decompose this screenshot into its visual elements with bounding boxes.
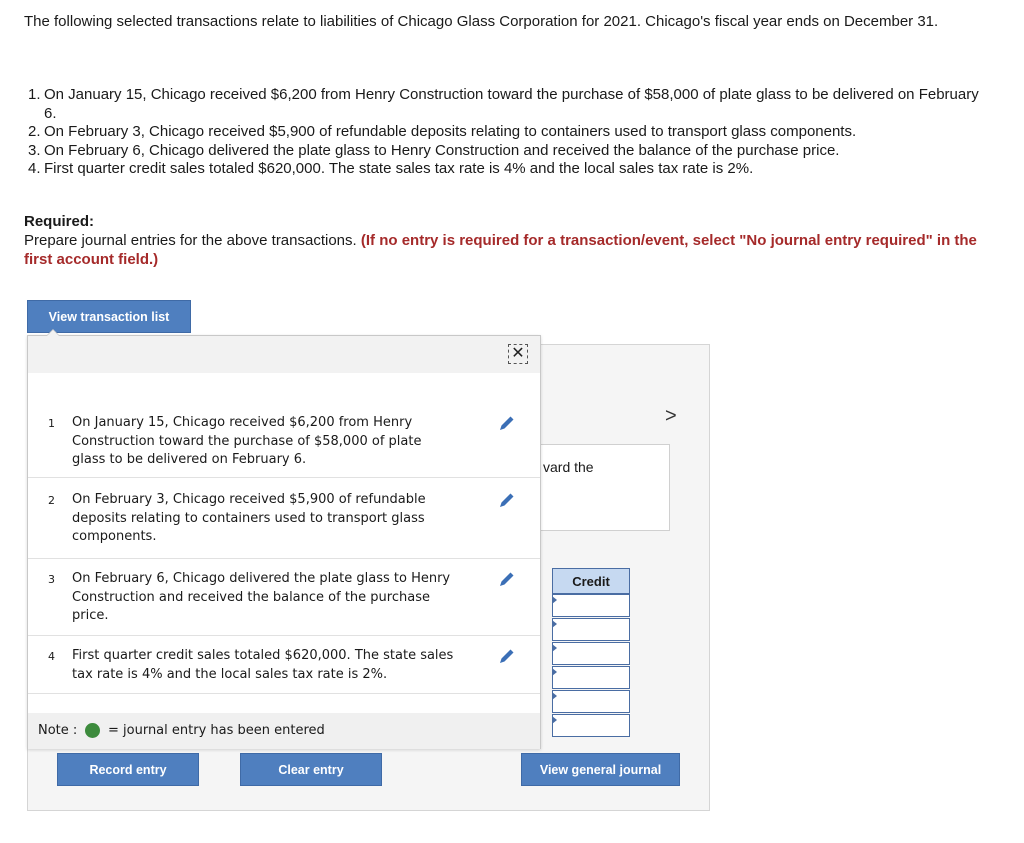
list-item: [28, 160, 988, 179]
row-marker-icon: [552, 644, 557, 652]
next-arrow-icon[interactable]: >: [665, 405, 677, 427]
credit-column-header: Credit: [552, 568, 630, 594]
transaction-row[interactable]: [28, 558, 540, 636]
required-text: Prepare journal entries for the above transactions.: [24, 232, 357, 249]
entered-status-dot-icon: [85, 723, 100, 738]
transaction-number: 1: [48, 417, 55, 430]
item-text: First quarter credit sales totaled $620,000. The state sales tax rate is 4% and the local sales tax rate is 2%.: [44, 160, 754, 177]
transaction-list-popup: [27, 335, 541, 749]
required-note: (If no entry is required for a transaction/event, select "No journal entry required" in the first account field.): [24, 232, 977, 268]
item-number: 2.: [28, 123, 41, 140]
list-item: [28, 123, 988, 142]
record-entry-button[interactable]: Record entry: [57, 753, 199, 786]
row-marker-icon: [552, 668, 557, 676]
transaction-number: 4: [48, 650, 55, 663]
transaction-text: On February 6, Chicago delivered the plate glass to Henry Construction and received the balance of the purchase price.: [72, 571, 451, 623]
transaction-number: 2: [48, 494, 55, 507]
row-marker-icon: [552, 596, 557, 604]
credit-input[interactable]: [552, 714, 630, 737]
credit-input[interactable]: [552, 690, 630, 713]
transaction-list: [28, 86, 988, 179]
required-heading: Required:: [24, 213, 95, 230]
transaction-row[interactable]: [28, 373, 540, 478]
transaction-text: On February 3, Chicago received $5,900 of refundable deposits relating to containers used to transport glass components.: [72, 492, 426, 544]
transaction-row[interactable]: [28, 635, 540, 694]
credit-input[interactable]: [552, 642, 630, 665]
transaction-row[interactable]: [28, 477, 540, 559]
edit-pencil-icon[interactable]: [498, 414, 516, 432]
list-item: [28, 142, 988, 161]
view-transaction-list-button[interactable]: View transaction list: [27, 300, 191, 333]
popup-header: [28, 336, 540, 373]
note-text: = journal entry has been entered: [108, 723, 325, 738]
clear-entry-button[interactable]: Clear entry: [240, 753, 382, 786]
credit-input[interactable]: [552, 594, 630, 617]
required-instructions: [24, 232, 999, 269]
note-legend: [28, 713, 540, 749]
transaction-description-partial: vard the: [543, 459, 594, 475]
item-number: 3.: [28, 141, 41, 159]
row-marker-icon: [552, 620, 557, 628]
edit-pencil-icon[interactable]: [498, 570, 516, 588]
credit-input[interactable]: [552, 618, 630, 641]
row-marker-icon: [552, 692, 557, 700]
item-number: 1.: [28, 86, 41, 103]
transaction-text: First quarter credit sales totaled $620,000. The state sales tax rate is 4% and the local sales tax rate is 2%.: [72, 648, 454, 682]
item-number: 4.: [28, 160, 41, 177]
row-marker-icon: [552, 716, 557, 724]
item-text: On January 15, Chicago received $6,200 from Henry Construction toward the purchase of $58,000 of plate glass to be delivered on February 6.: [44, 86, 979, 122]
note-label: Note :: [38, 723, 78, 738]
item-text: On February 3, Chicago received $5,900 of refundable deposits relating to containers used to transport glass components.: [44, 123, 857, 140]
view-general-journal-button[interactable]: View general journal: [521, 753, 680, 786]
edit-pencil-icon[interactable]: [498, 491, 516, 509]
transaction-text: On January 15, Chicago received $6,200 from Henry Construction toward the purchase of $58,000 of plate glass to be delivered on February 6.: [72, 415, 422, 467]
item-text: On February 6, Chicago delivered the plate glass to Henry Construction and received the balance of the purchase price.: [44, 141, 840, 159]
transaction-number: 3: [48, 573, 55, 586]
transaction-description-box: [540, 444, 670, 531]
edit-pencil-icon[interactable]: [498, 647, 516, 665]
credit-input[interactable]: [552, 666, 630, 689]
popup-pointer: [46, 329, 60, 336]
list-item: [28, 86, 988, 123]
problem-intro: The following selected transactions relate to liabilities of Chicago Glass Corporation for 2021. Chicago's fiscal year ends on December 31.: [24, 13, 939, 30]
close-icon[interactable]: ✕: [508, 344, 528, 364]
